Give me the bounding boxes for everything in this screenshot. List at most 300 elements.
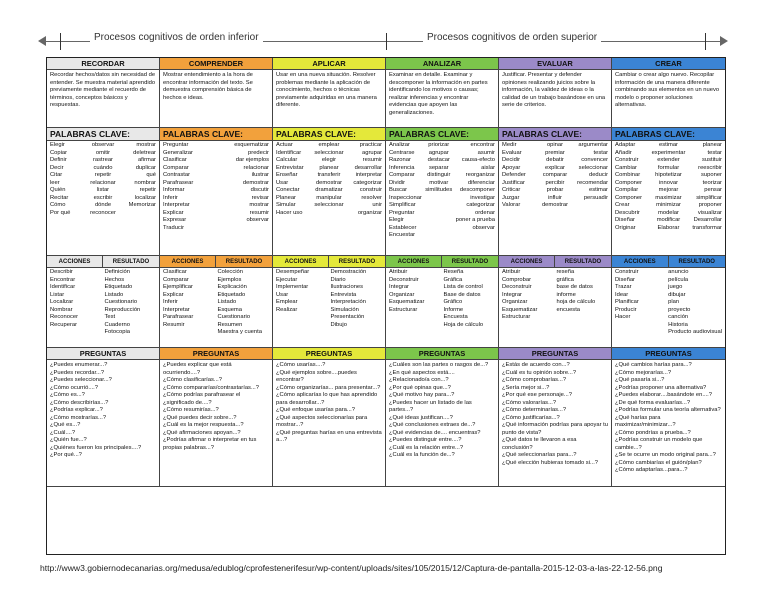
- keyword: seleccionar: [578, 164, 608, 171]
- result-item: Cuaderno: [104, 321, 130, 328]
- results-label: RESULTADO: [451, 259, 489, 265]
- keywords-header-aplicar: PALABRAS CLAVE:: [273, 128, 386, 141]
- question: ¿Qué pasaría si...?: [615, 377, 665, 384]
- keyword: aislar: [481, 164, 495, 171]
- question: ¿Cuál es la mejor respuesta...?: [163, 422, 244, 429]
- question: ¿Qué conclusiones extraes de...?: [389, 422, 476, 429]
- source-url[interactable]: http://www3.gobiernodecanarias.org/medusa/edublog/cprofestenerifesur/wp-content/uploads/sites/105/2015/12/Captura-de-pantalla-2015-12-03-a-las-22-12-56.png: [40, 563, 663, 573]
- result-item: Fotocopia: [104, 329, 130, 336]
- keyword: Parafrasear: [163, 179, 194, 186]
- keyword: dramatizar: [315, 187, 343, 194]
- keyword: poner a prueba: [455, 217, 495, 224]
- question: ¿Cuáles son las partes o rasgos de...?: [389, 362, 489, 368]
- keyword: Justificar: [502, 179, 525, 186]
- question: ¿Estás de acuerdo con...?: [502, 362, 570, 368]
- question: ¿Podrías construir un modelo que cambie...?: [615, 437, 703, 451]
- question: ¿Puedes hacer un listado de las partes...?: [389, 399, 472, 414]
- action-item: Clasificar: [163, 269, 187, 275]
- result-item: Gráfica: [443, 276, 463, 283]
- action-item: Construir: [615, 269, 639, 275]
- keyword: repetir: [94, 172, 112, 179]
- keyword: Inferir: [163, 194, 178, 201]
- keyword: [234, 225, 269, 233]
- action-item: [163, 329, 215, 337]
- keyword: asumir: [477, 149, 495, 156]
- keyword: [424, 232, 454, 240]
- keyword: Cambiar: [615, 164, 637, 171]
- result-item: Esquema: [217, 306, 242, 313]
- keyword: transformar: [692, 224, 722, 231]
- question: ¿Por qué opinas que...?: [389, 384, 451, 391]
- keyword: Informar: [163, 187, 185, 194]
- action-item: Deconstruir: [502, 284, 532, 291]
- keyword: resumir: [362, 157, 382, 164]
- keyword: unir: [372, 202, 382, 209]
- keyword: desarrollar: [354, 164, 382, 171]
- arrow-tick: [705, 33, 706, 50]
- keyword: premiar: [545, 149, 565, 156]
- keyword: Razonar: [389, 157, 411, 164]
- keyword: proponer: [698, 202, 722, 209]
- arrow-left-icon: [38, 36, 46, 46]
- column-header-recordar: RECORDAR: [47, 58, 160, 70]
- result-item: Encuesta: [443, 314, 468, 321]
- keyword: [199, 142, 233, 150]
- keyword: localizar: [134, 194, 156, 201]
- keyword: Actuar: [276, 142, 293, 148]
- keyword: [122, 210, 156, 218]
- result-item: Lista de control: [443, 284, 483, 291]
- result-item: Gráfico: [443, 299, 463, 306]
- actions-results-header-analizar: [386, 256, 499, 268]
- keyword: pensar: [704, 187, 722, 194]
- action-item: [50, 329, 102, 337]
- questions-evaluar: [499, 360, 612, 487]
- action-item: [276, 314, 328, 322]
- result-item: encuesta: [556, 306, 581, 313]
- keyword: Entrevistar: [276, 164, 304, 171]
- keyword: testar: [707, 149, 722, 156]
- question: ¿Puedes distinguir entre....?: [389, 437, 462, 444]
- question: ¿Qué datos te llevaron a esa conclusión?: [502, 437, 577, 451]
- keyword: similitudes: [425, 187, 453, 194]
- question: ¿Podrías afirmar o interpretar en tus propias palabras...?: [163, 437, 257, 451]
- actions-results-evaluar: [499, 268, 612, 348]
- actions-label: ACCIONES: [273, 256, 329, 268]
- action-item: Producir: [615, 306, 637, 313]
- keyword: relacionar: [243, 164, 269, 171]
- questions-aplicar: [273, 360, 386, 487]
- description-text: Justificar. Presentar y defender opiniones realizando juicios sobre la información, la validez de ideas o la calidad de un trabajo basándose en una serie de criterios.: [502, 72, 606, 109]
- keyword: Buscar: [389, 187, 408, 194]
- lower-order-label: Procesos cognitivos de orden inferior: [90, 32, 263, 43]
- action-item: Deconstruir: [389, 276, 419, 283]
- action-item: Implementar: [276, 284, 309, 291]
- keyword: escribir: [93, 194, 113, 201]
- description-evaluar: [499, 70, 612, 128]
- keyword: Explicar: [163, 209, 184, 216]
- question: ¿Puedes explicar que está ocurriendo....?: [163, 362, 232, 376]
- questions-header-crear: PREGUNTAS: [612, 348, 725, 360]
- keyword: Inspeccionar: [389, 194, 422, 201]
- action-item: [389, 314, 441, 322]
- result-item: Demostración: [330, 269, 367, 275]
- action-item: Estructurar: [502, 314, 531, 321]
- keyword: Quién: [50, 187, 66, 194]
- question: ¿Cuál es la función de...?: [389, 452, 455, 459]
- result-item: Interpretación: [330, 299, 366, 306]
- keyword: reconocer: [90, 209, 116, 216]
- actions-label: ACCIONES: [499, 256, 555, 268]
- keyword: cuándo: [93, 164, 113, 171]
- results-label: RESULTADO: [564, 259, 602, 265]
- result-item: Maestra y cuenta: [217, 329, 262, 336]
- action-item: Atribuir: [502, 269, 521, 275]
- keyword: Combinar: [615, 172, 641, 179]
- keyword: Inferencia: [389, 164, 415, 171]
- keyword: influir: [548, 194, 562, 201]
- keyword: elegir: [321, 157, 337, 164]
- keyword: interpretar: [355, 172, 382, 179]
- question: ¿Qué ejemplos sobre....puedes encontrar?: [276, 369, 357, 384]
- arrow-tick: [60, 33, 61, 50]
- keyword: Expresar: [163, 217, 187, 224]
- actions-results-aplicar: [273, 268, 386, 348]
- question: ¿Cómo valorarías...?: [502, 399, 557, 406]
- keyword: Decidir: [502, 157, 521, 164]
- keyword: encontrar: [470, 142, 495, 148]
- action-item: Inferir: [163, 299, 178, 306]
- action-item: Integrar: [502, 291, 522, 298]
- keyword: organizar: [357, 209, 382, 216]
- keyword: [574, 202, 608, 210]
- keyword: [199, 195, 233, 203]
- keyword: afirmar: [137, 157, 156, 164]
- keyword: [199, 150, 233, 158]
- keyword: Definir: [50, 157, 67, 164]
- description-recordar: [47, 70, 160, 128]
- keyword: listar: [96, 187, 110, 194]
- actions-label: ACCIONES: [612, 256, 669, 268]
- keyword: Desarrollar: [693, 217, 722, 224]
- actions-results-header-recordar: [47, 256, 160, 268]
- keywords-header-analizar: PALABRAS CLAVE:: [386, 128, 499, 141]
- keyword: minimizar: [656, 202, 681, 209]
- result-item: Base de datos: [443, 291, 481, 298]
- keyword: seleccionar: [314, 202, 344, 209]
- keyword: categorizar: [353, 179, 382, 186]
- question: ¿Cómo cambiarías el guión/plan?: [615, 459, 702, 466]
- result-item: Producto audiovisual: [668, 329, 722, 336]
- question: ¿Cómo es...?: [50, 392, 85, 399]
- keyword: visualizar: [697, 209, 722, 216]
- keyword: suponer: [701, 172, 722, 179]
- result-item: Explicación: [217, 284, 247, 291]
- keyword: Juzgar: [502, 194, 520, 201]
- actions-results-recordar: [47, 268, 160, 348]
- keyword: Decir: [50, 164, 64, 171]
- keyword: estimar: [588, 187, 608, 194]
- description-text: Cambiar o crear algo nuevo. Recopilar información de una manera diferente combinando sus elementos en un nuevo modelo o proponer soluciones alternativas.: [615, 72, 720, 109]
- action-item: Usar: [276, 291, 289, 298]
- arrow-tick: [386, 33, 387, 50]
- action-item: Interpretar: [163, 306, 190, 313]
- action-item: Emplear: [276, 299, 298, 306]
- keyword: experimentar: [651, 149, 686, 156]
- keyword: resolver: [361, 194, 382, 201]
- result-item: proyecto: [668, 306, 691, 313]
- action-item: Desempeñar: [276, 269, 310, 275]
- result-item: Hoja de cálculo: [443, 321, 484, 328]
- keyword: Simplificar: [389, 202, 416, 209]
- keyword: transferir: [317, 172, 341, 179]
- keyword: estimar: [658, 142, 678, 148]
- action-item: Reconocer: [50, 314, 79, 321]
- keyword: deducir: [588, 172, 608, 179]
- keyword: Cómo: [50, 202, 66, 209]
- keyword: Diseñar: [615, 217, 635, 224]
- result-item: anuncio: [668, 269, 689, 275]
- result-item: Historia: [668, 321, 688, 328]
- questions-header-comprender: PREGUNTAS: [160, 348, 273, 360]
- question: ¿Cómo adaptarías...para...?: [615, 467, 688, 474]
- question: ¿Qué afirmaciones apoyan...?: [163, 429, 241, 436]
- keyword: Simular: [276, 202, 296, 209]
- action-item: Planificar: [615, 299, 639, 306]
- keyword: [199, 210, 233, 218]
- question: ¿Podrías formular una teoría alternativa?: [615, 407, 721, 414]
- question: ¿Cómo resumirías...?: [163, 407, 219, 414]
- keyword: Construir: [615, 157, 639, 164]
- question: ¿Quiénes fueron los principales....?: [50, 444, 142, 451]
- question: ¿Cómo justificarías...?: [502, 414, 560, 421]
- keyword: Compilar: [615, 187, 639, 194]
- action-item: Esquematizar: [502, 306, 538, 313]
- results-label: RESULTADO: [112, 259, 150, 265]
- keyword: Comparar: [163, 164, 189, 171]
- keywords-crear: [612, 141, 725, 256]
- question: ¿Podrías explicar...?: [50, 407, 103, 414]
- questions-crear: [612, 360, 725, 487]
- keyword: reescribir: [698, 164, 722, 171]
- question: ¿Qué preguntas harías en una entrevista a...?: [276, 429, 382, 444]
- keyword: teorizar: [702, 179, 722, 186]
- keyword: Preguntar: [389, 209, 415, 216]
- action-item: Comparar: [163, 276, 189, 283]
- question: ¿Cómo mejorarías...?: [615, 369, 672, 376]
- question: ¿Cómo describirías...?: [50, 399, 109, 406]
- keyword: [199, 165, 233, 173]
- keyword: Componer: [615, 179, 643, 186]
- question: ¿Qué información podrías para apoyar tu punto de vista?: [502, 422, 609, 436]
- questions-header-evaluar: PREGUNTAS: [499, 348, 612, 360]
- keywords-header-recordar: PALABRAS CLAVE:: [47, 128, 160, 141]
- keyword: esquematizar: [234, 142, 269, 148]
- keyword: observar: [246, 217, 269, 224]
- keyword: [424, 217, 454, 225]
- keyword: revisar: [251, 194, 269, 201]
- keyword: Elegir: [50, 142, 65, 148]
- keyword: Valorar: [502, 202, 521, 209]
- result-item: Test: [104, 314, 116, 321]
- question: ¿Qué aspectos seleccionarías para mostrar...?: [276, 414, 368, 429]
- action-item: Resumir: [163, 321, 185, 328]
- keyword: Copiar: [50, 149, 68, 156]
- keyword: percibir: [545, 179, 565, 186]
- keyword: opinar: [546, 142, 564, 148]
- result-item: Colección: [217, 269, 243, 275]
- questions-header-analizar: PREGUNTAS: [386, 348, 499, 360]
- keyword: demostrar: [541, 202, 569, 209]
- action-item: Organizar: [502, 299, 528, 306]
- question: ¿Qué harías para maximizar/minimizar...?: [615, 414, 676, 429]
- keyword: ilustrar: [251, 172, 269, 179]
- question: ¿Cuál es tu opinión sobre...?: [502, 369, 577, 376]
- action-item: Esquematizar: [389, 299, 425, 306]
- keyword: Por qué: [50, 209, 71, 216]
- result-item: Listado: [104, 291, 124, 298]
- question: ¿Por qué...?: [50, 452, 82, 459]
- actions-results-header-crear: [612, 256, 725, 268]
- action-item: Estructurar: [389, 306, 418, 313]
- description-text: Usar en una nueva situación. Resolver problemas mediante la aplicación de conocimiento, hechos o técnicas previamente adquiridas en una manera diferente.: [276, 72, 377, 109]
- actions-label: ACCIONES: [47, 256, 103, 268]
- question: ¿Qué motivo hay para...?: [389, 392, 455, 399]
- keyword: Apoyar: [502, 164, 521, 171]
- keyword: mejorar: [658, 187, 679, 194]
- action-item: Encontrar: [50, 276, 76, 283]
- keyword: observar: [472, 224, 495, 231]
- keyword: Crear: [615, 202, 630, 209]
- result-item: Definición: [104, 269, 130, 275]
- action-item: Hacer: [615, 314, 631, 321]
- column-header-evaluar: EVALUAR: [499, 58, 612, 70]
- cognitive-order-arrow: [38, 30, 728, 52]
- keyword: Memorizar: [128, 202, 156, 209]
- action-item: Describir: [50, 269, 73, 275]
- keyword: deletrear: [133, 149, 156, 156]
- keyword: demostrar: [315, 179, 343, 186]
- keyword: Identificar: [276, 149, 302, 156]
- question: ¿Cómo organizarías... para presentar...?: [276, 384, 381, 391]
- result-item: Etiquetado: [217, 291, 246, 298]
- action-item: Atribuir: [389, 269, 408, 275]
- result-item: canción: [668, 314, 689, 321]
- result-item: Dibujo: [330, 321, 347, 328]
- question: ¿Relacionado/a con...?: [389, 377, 449, 384]
- action-item: Explicar: [163, 291, 184, 298]
- keyword: priorizar: [428, 142, 450, 148]
- questions-header-recordar: PREGUNTAS: [47, 348, 160, 360]
- question: ¿Qué elección hubieras tomado si...?: [502, 459, 599, 466]
- keyword: Citar: [50, 172, 63, 179]
- actions-results-crear: [612, 268, 725, 348]
- keywords-aplicar: [273, 141, 386, 256]
- questions-analizar: [386, 360, 499, 487]
- keyword: formular: [657, 164, 680, 171]
- actions-results-analizar: [386, 268, 499, 348]
- keyword: Contrastar: [163, 172, 191, 179]
- questions-recordar: [47, 360, 160, 487]
- keyword: diferenciar: [467, 179, 495, 186]
- question: ¿Puedes recordar...?: [50, 369, 105, 376]
- action-item: Ejecutar: [276, 276, 298, 283]
- keyword: probar: [546, 187, 564, 194]
- description-text: Recordar hechos/datos sin necesidad de entender. Se muestra material aprendido previamente mediante el recuerdo de términos, conceptos básicos y respuestas.: [50, 72, 156, 109]
- action-item: Localizar: [50, 299, 74, 306]
- higher-order-label: Procesos cognitivos de orden superior: [423, 32, 601, 43]
- keyword: construir: [359, 187, 382, 194]
- keyword: duplicar: [135, 164, 156, 171]
- question: ¿Cómo pondrías a prueba...?: [615, 429, 691, 436]
- result-item: juego: [668, 284, 683, 291]
- keyword: dar ejemplos: [235, 157, 269, 164]
- result-item: Diario: [330, 276, 346, 283]
- action-item: Parafrasear: [163, 314, 194, 321]
- keyword: discutir: [250, 187, 269, 194]
- result-item: Entrevista: [330, 291, 357, 298]
- keyword: [312, 210, 346, 218]
- keyword: Descubrir: [615, 209, 640, 216]
- keyword: argumentar: [578, 142, 608, 148]
- action-item: [276, 322, 328, 330]
- keyword: separar: [428, 164, 449, 171]
- keyword: Clasificar: [163, 157, 187, 164]
- keyword: planear: [319, 164, 339, 171]
- description-text: Examinar en detalle. Examinar y descomponer la información en partes identificando los motivos o causas; realizar inferencias y encontrar evidencias que apoyen las generalizaciones.: [389, 72, 488, 116]
- keyword: practicar: [359, 142, 382, 148]
- keyword: planear: [702, 142, 722, 148]
- keyword: Elegir: [389, 217, 404, 224]
- question: ¿Qué ideas justifican....?: [389, 414, 453, 421]
- keyword: [424, 195, 454, 203]
- result-item: Etiquetado: [104, 284, 133, 291]
- keywords-comprender: [160, 141, 273, 256]
- keywords-evaluar: [499, 141, 612, 256]
- question: ¿Por qué ese personaje...?: [502, 392, 572, 399]
- action-item: Idear: [615, 291, 629, 298]
- keyword: Establecer: [389, 224, 417, 231]
- question: ¿Qué seleccionarías para...?: [502, 452, 577, 459]
- keyword: manipular: [316, 194, 342, 201]
- keyword: [424, 210, 454, 218]
- result-item: dibujar: [668, 291, 686, 298]
- actions-results-comprender: [160, 268, 273, 348]
- keyword: nombrar: [134, 179, 156, 186]
- action-item: [389, 322, 441, 330]
- keyword: Componer: [615, 194, 643, 201]
- keyword: [199, 217, 233, 225]
- questions-comprender: [160, 360, 273, 487]
- question: ¿Qué evidencias de.... encuentras?: [389, 429, 481, 436]
- actions-label: ACCIONES: [160, 256, 216, 268]
- keyword: demostrar: [242, 179, 269, 186]
- action-item: Integrar: [389, 284, 409, 291]
- keyword: Interpretar: [163, 202, 190, 209]
- question: ¿Cómo mostrarías...?: [50, 414, 107, 421]
- results-label: RESULTADO: [225, 259, 263, 265]
- action-item: [615, 329, 665, 337]
- action-item: Recuperar: [50, 321, 78, 328]
- keyword: motivar: [429, 179, 449, 186]
- action-item: Listar: [50, 291, 65, 298]
- keywords-header-crear: PALABRAS CLAVE:: [612, 128, 725, 141]
- keyword: Elaborar: [657, 224, 680, 231]
- keyword: reorganizar: [465, 172, 495, 179]
- column-header-comprender: COMPRENDER: [160, 58, 273, 70]
- keyword: Evaluar: [502, 149, 522, 156]
- result-item: Ilustraciones: [330, 284, 364, 291]
